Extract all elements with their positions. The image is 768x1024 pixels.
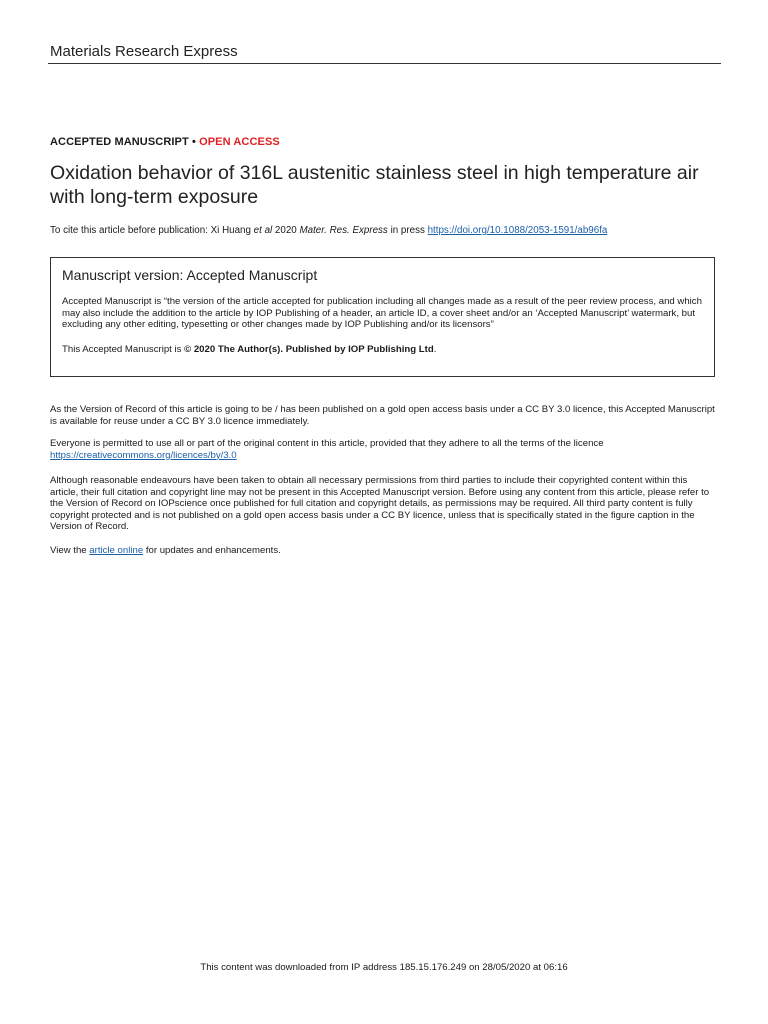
manuscript-version-box xyxy=(50,257,715,377)
copyright-statement xyxy=(62,344,436,355)
permission-text: Everyone is permitted to use all or part of the original content in this article, provided that they adhere to all the terms of the licence xyxy=(50,438,604,449)
copyright-prefix: This Accepted Manuscript is xyxy=(62,344,185,355)
copyright-suffix: . xyxy=(433,344,437,355)
citation-year: 2020 xyxy=(272,225,300,236)
download-footer: This content was downloaded from IP address 185.15.176.249 on 28/05/2020 at 06:16 xyxy=(200,962,568,973)
view-prefix: View the xyxy=(50,545,90,556)
doi-link[interactable]: https://doi.org/10.1088/2053-1591/ab96fa xyxy=(427,225,608,236)
manuscript-status xyxy=(50,136,280,148)
citation-journal: Mater. Res. Express xyxy=(299,225,388,236)
licence-link[interactable]: https://creativecommons.org/licences/by/3.0 xyxy=(50,449,237,461)
manuscript-version-title: Manuscript version: Accepted Manuscript xyxy=(62,267,318,283)
article-online-link[interactable]: article online xyxy=(89,545,144,556)
journal-name: Materials Research Express xyxy=(50,43,238,60)
view-suffix: for updates and enhancements. xyxy=(143,545,281,556)
manuscript-version-description: Accepted Manuscript is “the version of the article accepted for publication including all changes made as a result of the peer review process, and which may also include the addition to the article by IOP Publishing of a header, an article ID, a cover sheet and/or an ‘Accepted Manuscript’ watermark, but excluding any other editing, typesetting or other changes made by IOP Publishing and/or its licensors” xyxy=(62,296,702,331)
citation-prefix: To cite this article before publication: Xi Huang xyxy=(50,225,254,236)
third-party-paragraph: Although reasonable endeavours have been taken to obtain all necessary permissions from third parties to include their copyrighted content within this article, their full citation and copyright line may not be present in this Accepted Manuscript version. Before using any content from this article, please refer to the Version of Record on IOPscience once published for full citation and copyright details, as permissions may be required. All third party content is fully copyright protected and is not published on a gold open access basis under a CC BY licence, unless that is specifically stated in the figure caption in the Version of Record. xyxy=(50,475,710,533)
header-divider xyxy=(48,63,721,64)
citation-line xyxy=(50,225,607,236)
status-separator: • xyxy=(188,136,200,148)
copyright-holder: © 2020 The Author(s). Published by IOP Publishing Ltd xyxy=(184,344,434,355)
licence-paragraph xyxy=(50,438,718,461)
article-title: Oxidation behavior of 316L austenitic stainless steel in high temperature air with long-term exposure xyxy=(50,162,699,208)
accepted-manuscript-label: ACCEPTED MANUSCRIPT xyxy=(50,136,189,148)
view-online-paragraph xyxy=(50,545,718,557)
citation-in-press: in press xyxy=(387,225,428,236)
open-access-label: OPEN ACCESS xyxy=(199,136,280,148)
version-of-record-paragraph: As the Version of Record of this article is going to be / has been published on a gold open access basis under a CC BY 3.0 licence, this Accepted Manuscript is available for reuse under a CC BY 3.0 licence immediately. xyxy=(50,404,715,427)
citation-etal: et al xyxy=(253,225,273,236)
